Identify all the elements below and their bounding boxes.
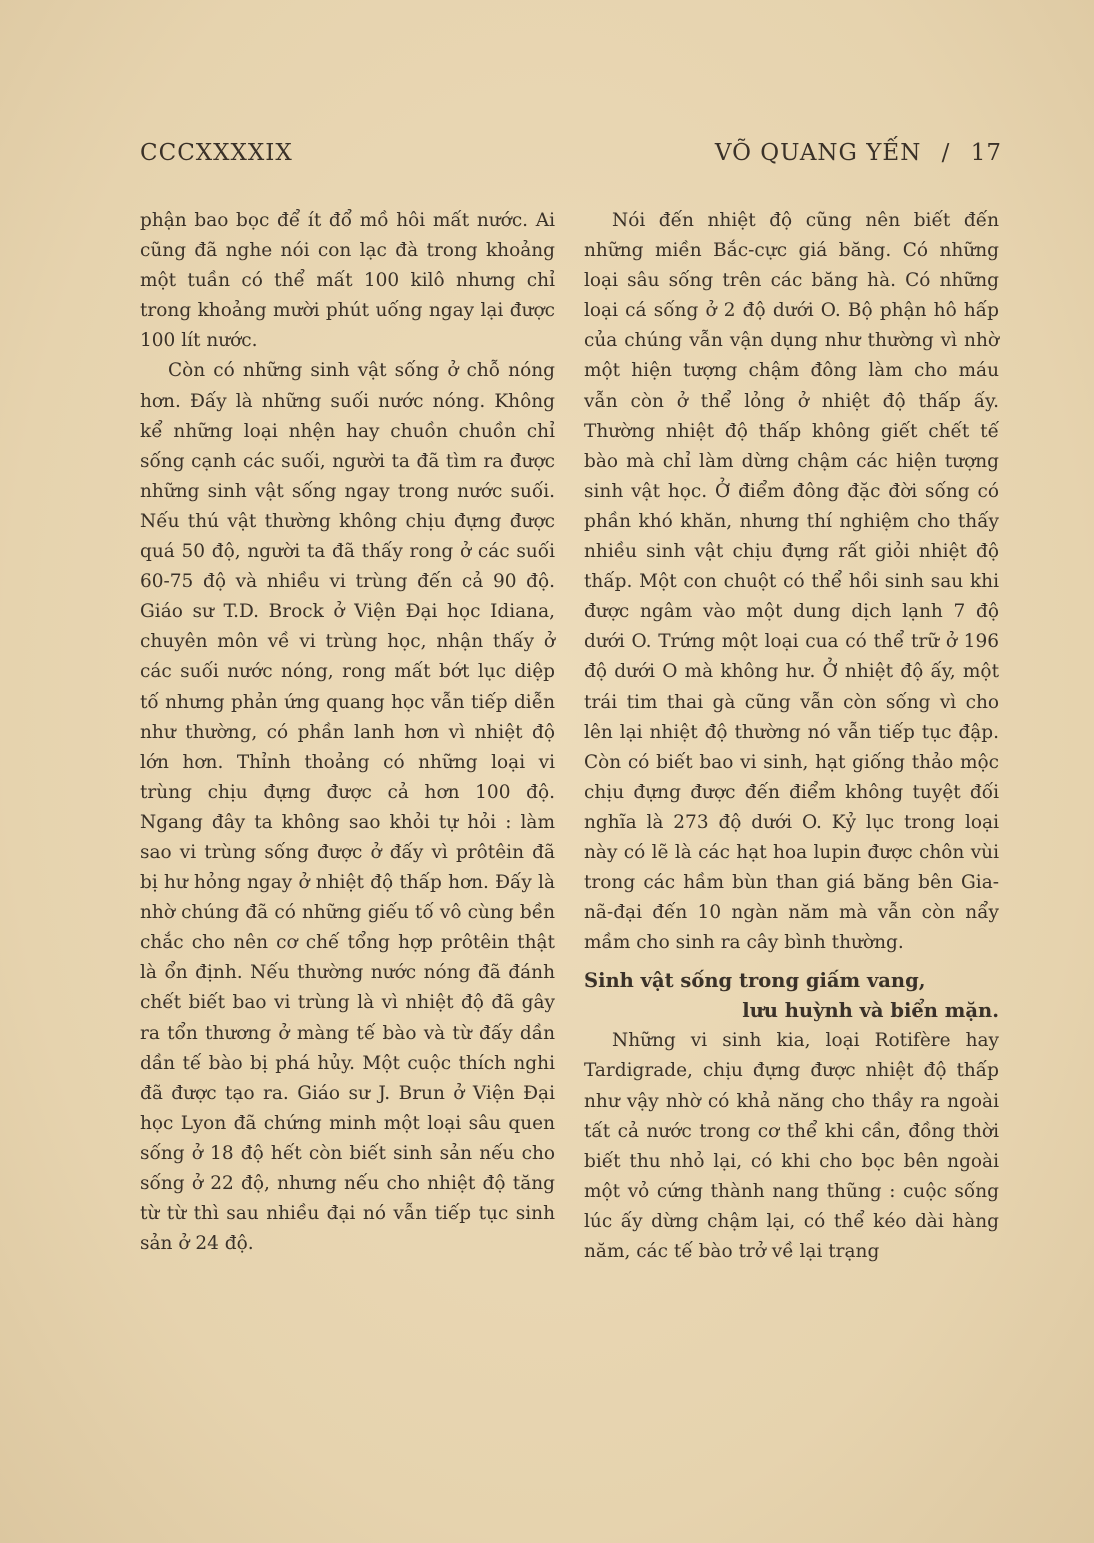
section-heading xyxy=(584,966,999,1026)
running-header xyxy=(140,140,1002,176)
header-right xyxy=(715,140,1002,166)
section-heading-line-1: Sinh vật sống trong giấm vang, xyxy=(584,969,926,993)
header-left-numeral: CCCXXXXIX xyxy=(140,140,293,166)
paragraph: Còn có những sinh vật sống ở chỗ nóng hơn. Đấy là những suối nước nóng. Không kể những loại nhện hay chuồn chuồn chỉ sống cạnh các suối, người ta đã tìm ra được những sinh vật sống ngay trong nước suối. Nếu thú vật thường không chịu đựng được quá 50 độ, người ta đã thấy rong ở các suối 60-75 độ và nhiều vi trùng đến cả 90 độ. Giáo sư T.D. Brock ở Viện Đại học Idiana, chuyên môn về vi trùng học, nhận thấy ở các suối nước nóng, rong mất bớt lục diệp tố nhưng phản ứng quang học vẫn tiếp diễn như thường, có phần lanh hơn vì nhiệt độ lớn hơn. Thỉnh thoảng có những loại vi trùng chịu đựng được cả hơn 100 độ. Ngang đây ta không sao khỏi tự hỏi : làm sao vi trùng sống được ở đấy vì prôtêin đã bị hư hỏng ngay ở nhiệt độ thấp hơn. Đấy là nhờ chúng đã có những giếu tố vô cùng bền chắc cho nên cơ chế tổng hợp prôtêin thật là ổn định. Nếu thường nước nóng đã đánh chết biết bao vi trùng là vì nhiệt độ đã gây ra tổn thương ở màng tế bào và từ đấy dần dần tế bào bị phá hủy. Một cuộc thích nghi đã được tạo ra. Giáo sư J. Brun ở Viện Đại học Lyon đã chứng minh một loại sâu quen sống ở 18 độ hết còn biết sinh sản nếu cho sống ở 22 độ, nhưng nếu cho nhiệt độ tăng từ từ thì sau nhiều đại nó vẫn tiếp tục sinh sản ở 24 độ. xyxy=(140,360,555,1255)
right-column xyxy=(584,206,999,1267)
paragraph: phận bao bọc để ít đổ mồ hôi mất nước. Ai cũng đã nghe nói con lạc đà trong khoảng một tuần có thể mất 100 kilô nhưng chỉ trong khoảng mười phút uống ngay lại được 100 lít nước. xyxy=(140,210,555,352)
header-author: VÕ QUANG YẾN xyxy=(714,140,922,166)
section-heading-line-2: lưu huỳnh và biển mặn. xyxy=(742,999,999,1023)
page-number: 17 xyxy=(970,140,1002,166)
paragraph: Những vi sinh kia, loại Rotifère hay Tardigrade, chịu đựng được nhiệt độ thấp như vậy nhờ có khả năng cho thầy ra ngoài tất cả nước trong cơ thể khi cần, đồng thời biết thu nhỏ lại, có khi cho bọc bên ngoài một vỏ cứng thành nang thũng : cuộc sống lúc ấy dừng chậm lại, có thể kéo dài hàng năm, các tế bào trở về lại trạng xyxy=(584,1030,999,1262)
left-column xyxy=(140,206,555,1259)
paragraph: Nói đến nhiệt độ cũng nên biết đến những miền Bắc-cực giá băng. Có những loại sâu sống trên các băng hà. Có những loại cá sống ở 2 độ dưới O. Bộ phận hô hấp của chúng vẫn vận dụng như thường vì nhờ một hiện tượng chậm đông làm cho máu vẫn còn ở thể lỏng ở nhiệt độ thấp ấy. Thường nhiệt độ thấp không giết chết tế bào mà chỉ làm dừng chậm các hiện tượng sinh vật học. Ở điểm đông đặc đời sống có phần khó khăn, nhưng thí nghiệm cho thấy nhiều sinh vật chịu đựng rất giỏi nhiệt độ thấp. Một con chuột có thể hồi sinh sau khi được ngâm vào một dung dịch lạnh 7 độ dưới O. Trứng một loại cua có thể trữ ở 196 độ dưới O mà không hư. Ở nhiệt độ ấy, một trái tim thai gà cũng vẫn còn sống vì cho lên lại nhiệt độ thường nó vẫn tiếp tục đập. Còn có biết bao vi sinh, hạt giống thảo mộc chịu đựng được đến điểm không tuyệt đối nghĩa là 273 độ dưới O. Kỷ lục trong loại này có lẽ là các hạt hoa lupin được chôn vùi trong các hầm bùn than giá băng bên Gia-nã-đại đến 10 ngàn năm mà vẫn còn nẩy mầm cho sinh ra cây bình thường. xyxy=(584,210,999,954)
header-separator: / xyxy=(941,140,951,166)
